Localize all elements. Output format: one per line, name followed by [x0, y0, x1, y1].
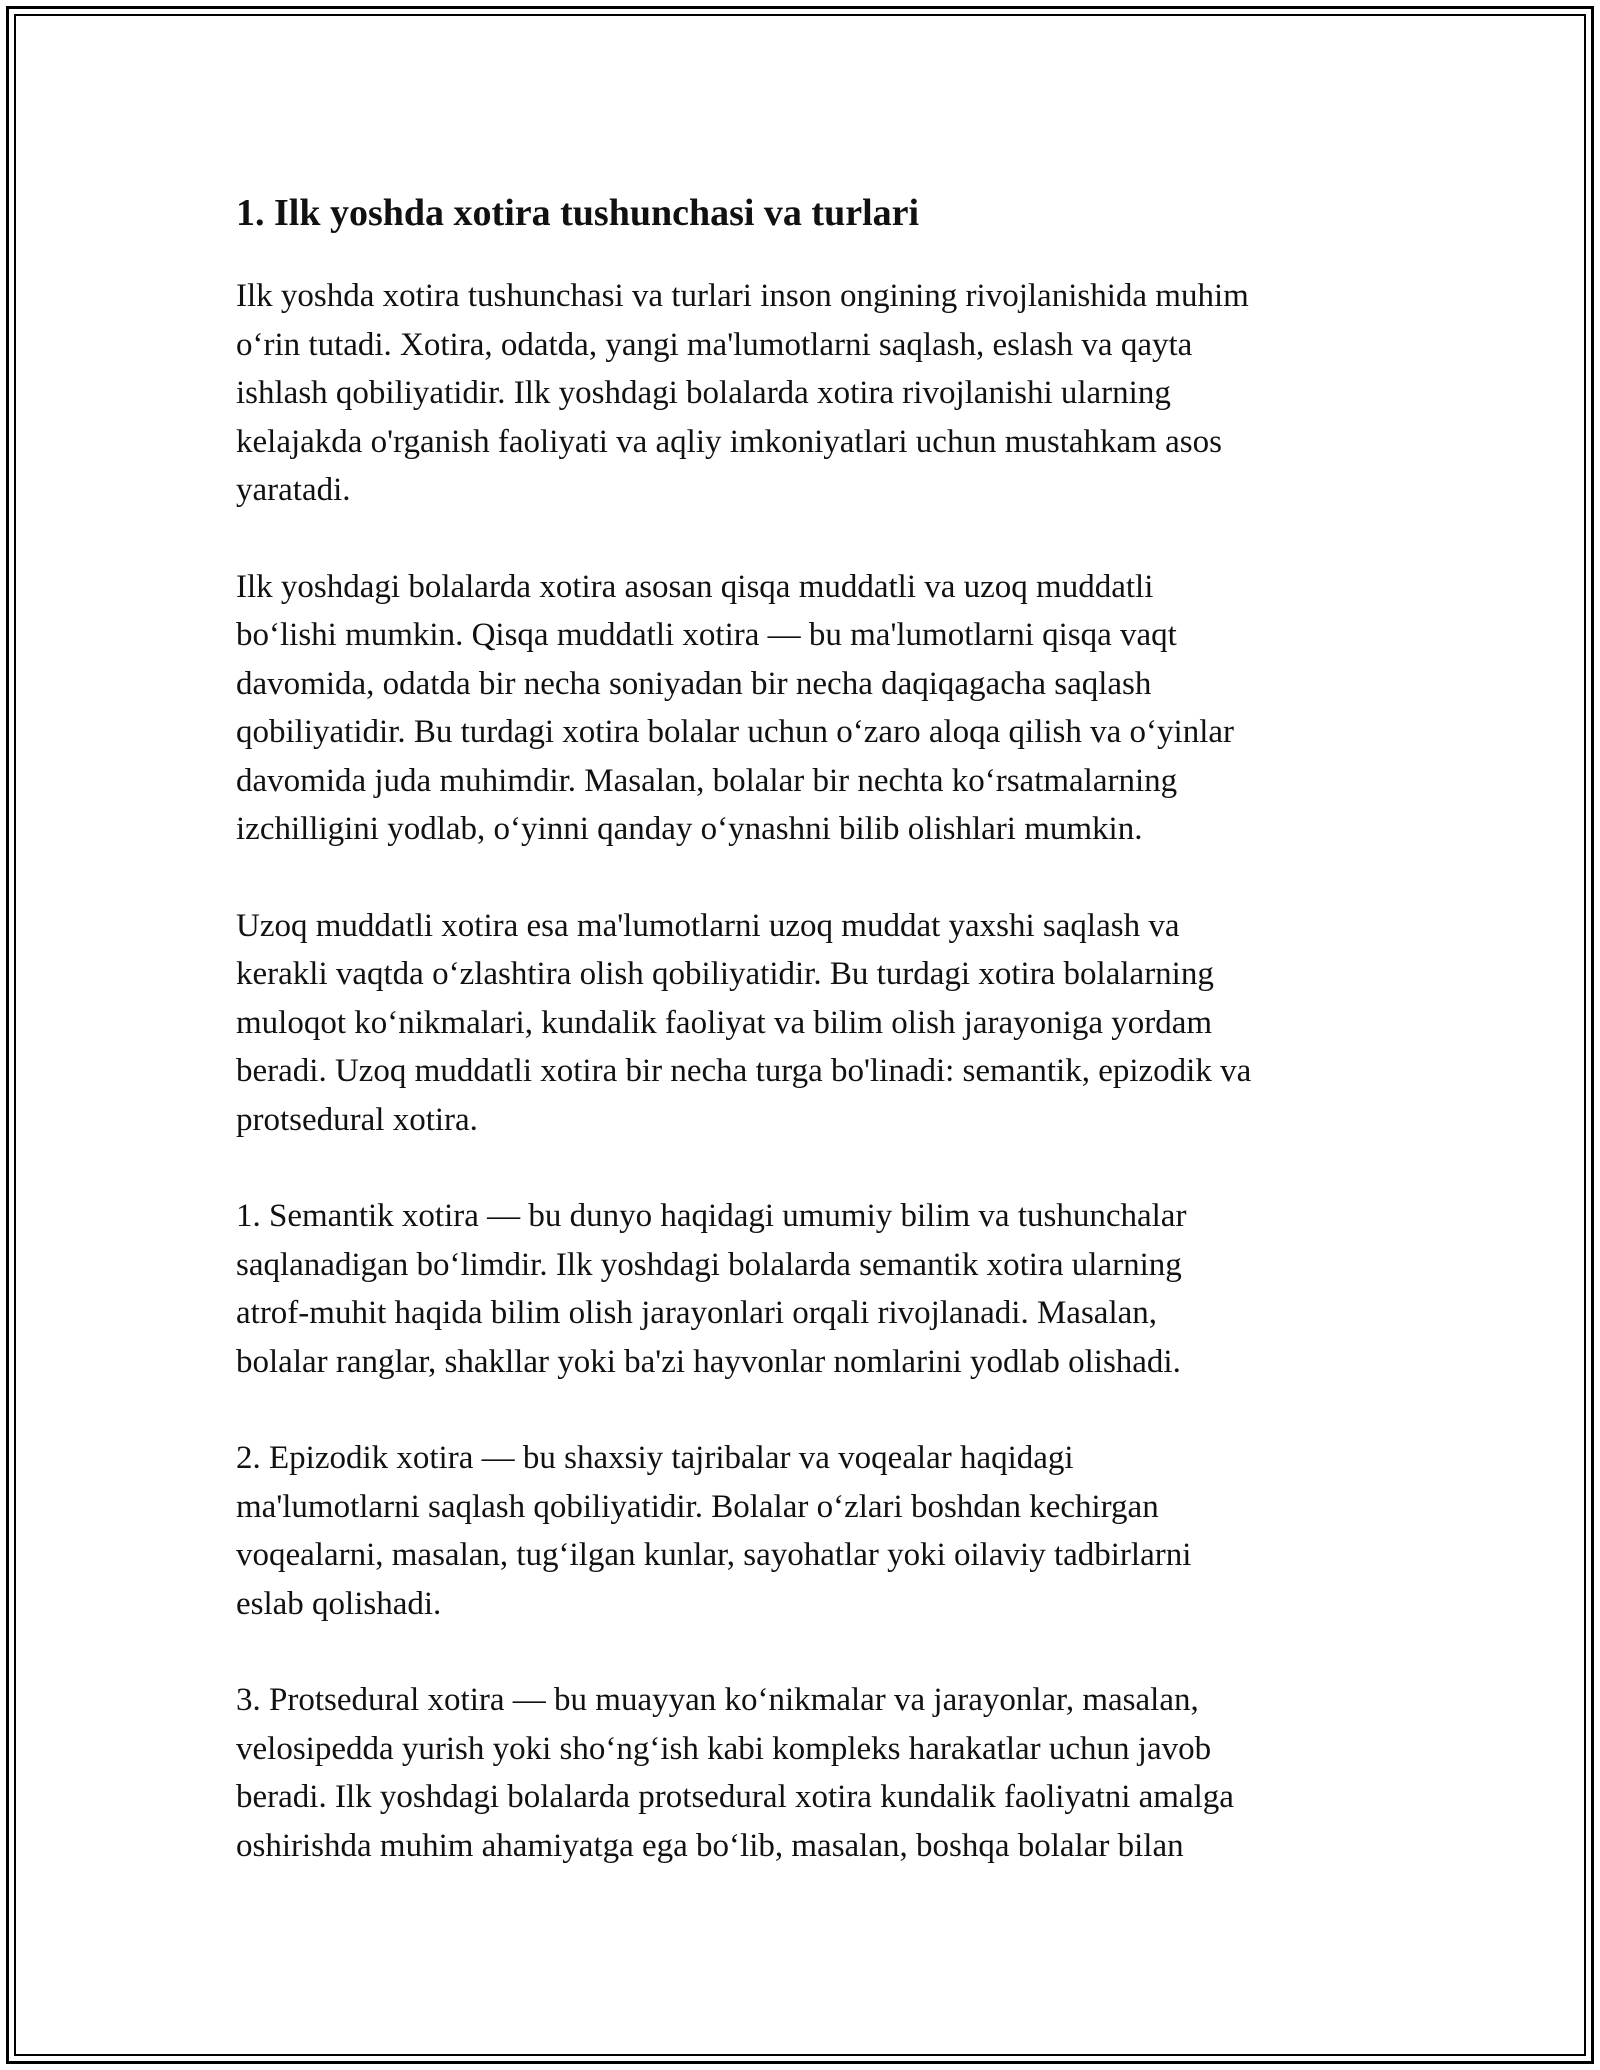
text-line: saqlanadigan bo‘limdir. Ilk yoshdagi bolalarda semantik xotira ularning [236, 1246, 1182, 1283]
text-line: izchilligini yodlab, o‘yinni qanday o‘ynashni bilib olishlari mumkin. [236, 811, 1143, 847]
text-line: davomida juda muhimdir. Masalan, bolalar bir nechta ko‘rsatmalarning [236, 762, 1178, 799]
text-line: yaratadi. [236, 472, 351, 508]
text-line: oshirishda muhim ahamiyatga ega bo‘lib, masalan, boshqa bolalar bilan [236, 1827, 1184, 1864]
text-line: bo‘lishi mumkin. Qisqa muddatli xotira — bu ma'lumotlarni qisqa vaqt [236, 617, 1177, 653]
text-line: eslab qolishadi. [236, 1585, 442, 1622]
text-line: 1. Semantik xotira — bu dunyo haqidagi umumiy bilim va tushunchalar [236, 1198, 1187, 1234]
text-line: voqealarni, masalan, tug‘ilgan kunlar, sayohatlar yoki oilaviy tadbirlarni [236, 1537, 1192, 1573]
text-line: kelajakda o'rganish faoliyati va aqliy imkoniyatlari uchun mustahkam asos [236, 423, 1222, 460]
text-line: muloqot ko‘nikmalari, kundalik faoliyat va bilim olish jarayoniga yordam [236, 1004, 1213, 1041]
text-line: kerakli vaqtda o‘zlashtira olish qobiliyatidir. Bu turdagi xotira bolalarning [236, 956, 1214, 992]
text-line: 2. Epizodik xotira — bu shaxsiy tajribalar va voqealar haqidagi [236, 1440, 1074, 1476]
text-line: ma'lumotlarni saqlash qobiliyatidir. Bolalar o‘zlari boshdan kechirgan [236, 1488, 1159, 1525]
text-line: atrof-muhit haqida bilim olish jarayonlari orqali rivojlanadi. Masalan, [236, 1295, 1158, 1331]
text-line: beradi. Ilk yoshdagi bolalarda protsedural xotira kundalik faoliyatni amalga [236, 1779, 1234, 1815]
text-line: velosipedda yurish yoki sho‘ng‘ish kabi kompleks harakatlar uchun javob [236, 1730, 1212, 1767]
text-line: bolalar ranglar, shakllar yoki ba'zi hayvonlar nomlarini yodlab olishadi. [236, 1343, 1181, 1380]
document-body [236, 188, 1386, 1918]
paragraph-procedural-memory [236, 1676, 1386, 1870]
paragraph-episodic-memory [236, 1434, 1386, 1628]
text-line: o‘rin tutadi. Xotira, odatda, yangi ma'lumotlarni saqlash, eslash va qayta [236, 326, 1193, 363]
section-heading: 1. Ilk yoshda xotira tushunchasi va turlari [236, 192, 920, 234]
paragraph-semantic-memory [236, 1192, 1386, 1386]
paragraph-short-term-memory [236, 563, 1386, 854]
paragraph-intro [236, 272, 1386, 515]
text-line: Ilk yoshda xotira tushunchasi va turlari inson ongining rivojlanishida muhim [236, 278, 1249, 314]
paragraph-long-term-memory [236, 902, 1386, 1145]
text-line: 3. Protsedural xotira — bu muayyan ko‘nikmalar va jarayonlar, masalan, [236, 1682, 1199, 1718]
text-line: davomida, odatda bir necha soniyadan bir necha daqiqagacha saqlash [236, 665, 1152, 702]
text-line: Ilk yoshdagi bolalarda xotira asosan qisqa muddatli va uzoq muddatli [236, 568, 1154, 605]
text-line: qobiliyatidir. Bu turdagi xotira bolalar uchun o‘zaro aloqa qilish va o‘yinlar [236, 714, 1234, 750]
text-line: Uzoq muddatli xotira esa ma'lumotlarni uzoq muddat yaxshi saqlash va [236, 907, 1180, 944]
text-line: beradi. Uzoq muddatli xotira bir necha turga bo'linadi: semantik, epizodik va [236, 1053, 1252, 1089]
text-line: ishlash qobiliyatidir. Ilk yoshdagi bolalarda xotira rivojlanishi ularning [236, 375, 1171, 411]
text-line: protsedural xotira. [236, 1101, 478, 1138]
